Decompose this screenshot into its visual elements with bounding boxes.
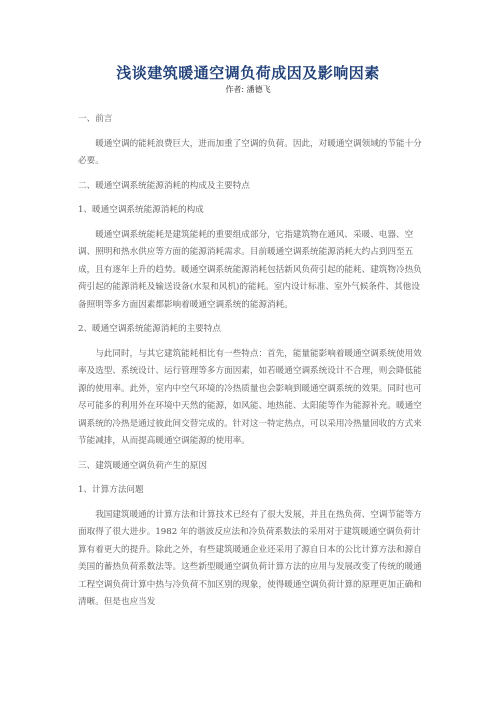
- section-heading: 1、暖通空调系统能源消耗的构成: [78, 205, 204, 215]
- body-paragraph: 与此同时，与其它建筑能耗相比有一些特点：首先，能量能影响着暖通空调系统使用效率及选型、系统设计、运行管理等多方面因素，如若暖通空调系统设计不合理，则会降低能源的使用率。此外，室内中空气环境的冷热质量也会影响到暖通空调系统的效果。同时也可尽可能多的利用外在环境中天然的能源，如风能、地热能、太阳能等作为能源补充。暖通空调系统的冷热是通过彼此间交替完成的。针对这一特定热点，可以采用冷热量回收的方式来节能减排，从而提高暖通空调能源的使用率。: [78, 348, 422, 446]
- document-title: 浅谈建筑暖通空调负荷成因及影响因素: [116, 64, 380, 82]
- section-heading: 1、计算方法问题: [78, 485, 144, 495]
- section-heading: 一、前言: [78, 114, 113, 124]
- section-heading: 二、暖通空调系统能源消耗的构成及主要特点: [78, 180, 250, 191]
- body-paragraph: 暖通空调系统能耗是建筑能耗的重要组成部分，它指建筑物在通风、采暖、电器、空调、照明和热水供应等方面的能源消耗需求。目前暖通空调系统能源消耗大约占到四至五成，且有逐年上升的趋势。暖通空调系统能源消耗包括新风负荷引起的能耗、建筑物冷热负荷引起的能源消耗及输送设备(水泵和风机)的能耗。室内设计标准、室外气候条件、其他设备照明等多方面因素都影响着暖通空调系统的能源消耗。: [78, 229, 422, 310]
- body-paragraph: 我国建筑暖通的计算方法和计算技术已经有了很大发展，并且在热负荷、空调节能等方面取得了很大进步。1982 年的谐波反应法和冷负荷系数法的采用对于建筑暖通空调负荷计算有着更大的提升。除此之外，有些建筑暖通企业还采用了源自日本的公比计算方法和源自美国的蓄热负荷系数法等。这些新型暖通空调负荷计算方法的应用与发展改变了传统的暖通工程空调负荷计算中热与冷负荷不加区别的现象，使得暖通空调负荷计算的原理更加正确和清晰。但是也应当发: [78, 509, 422, 607]
- section-heading: 2、暖通空调系统能源消耗的主要特点: [78, 324, 221, 334]
- section-heading: 三、建筑暖通空调负荷产生的原因: [78, 460, 207, 471]
- document-body: [78, 104, 424, 618]
- body-paragraph: 暖通空调的能耗浪费巨大，进而加重了空调的负荷。因此，对暖通空调领域的节能十分必要。: [78, 138, 422, 166]
- author-line: 作者: 潘德飞: [225, 85, 271, 94]
